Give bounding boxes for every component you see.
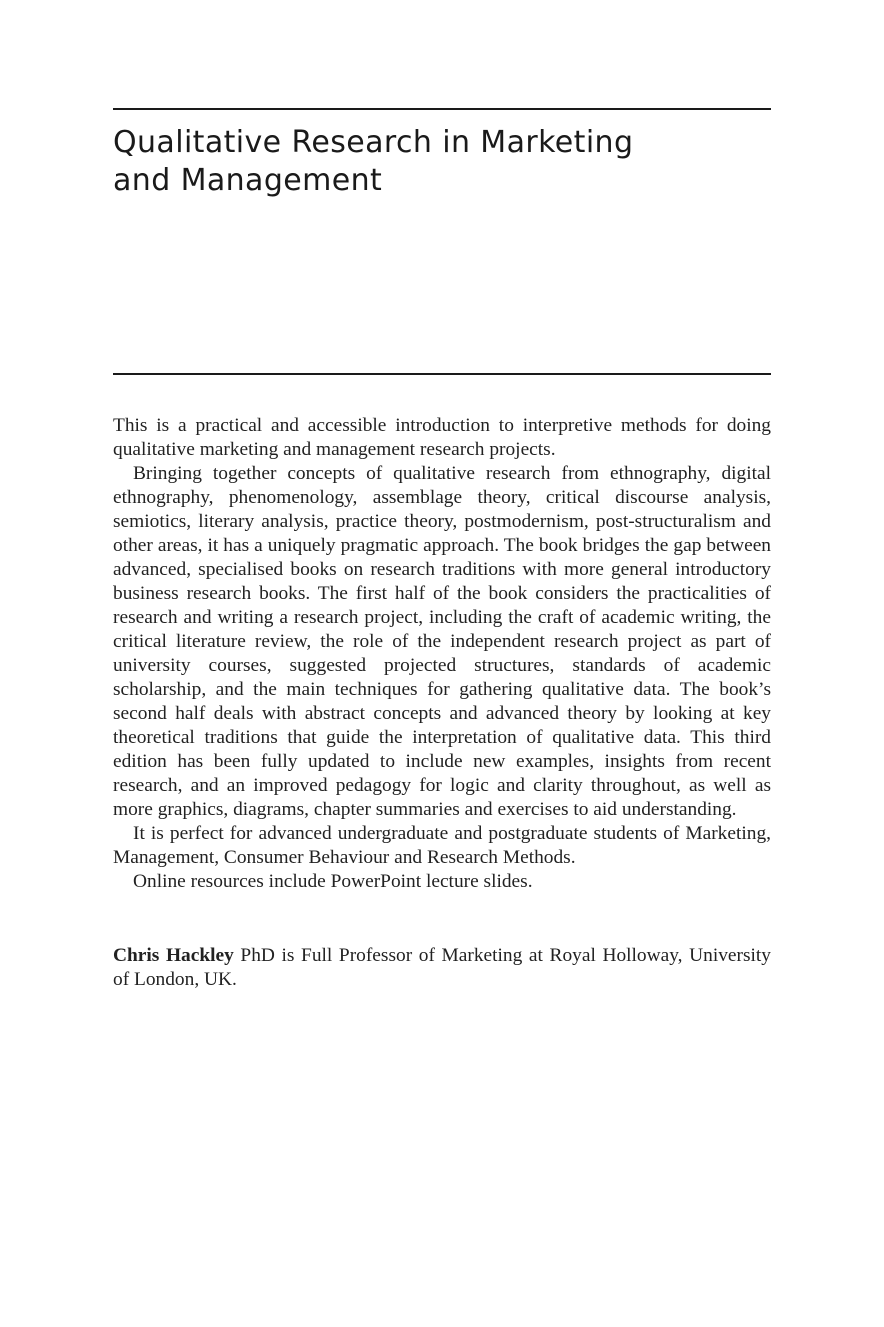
book-description — [113, 414, 771, 894]
book-title — [113, 124, 771, 200]
author-credentials: PhD is Full Professor of Marketing at Royal Holloway, University of London, UK. — [113, 945, 771, 990]
description-paragraph-resources: Online resources include PowerPoint lecture slides. — [133, 871, 533, 892]
book-title-line-1: Qualitative Research in Marketing — [113, 125, 634, 160]
top-rule — [113, 108, 771, 110]
author-bio — [113, 944, 771, 992]
description-paragraph-audience: It is perfect for advanced undergraduate and postgraduate students of Marketing, Management, Consumer Behaviour and Research Methods. — [113, 823, 771, 868]
description-paragraph-overview: Bringing together concepts of qualitative research from ethnography, digital ethnography, phenomenology, assemblage theory, critical discourse analysis, semiotics, literary analysis, practice theory, postmodernism, post-structuralism and other areas, it has a uniquely pragmatic approach. The book bridges the gap between advanced, specialised books on research traditions with more general introductory business research books. The first half of the book considers the practicalities of research and writing a research project, including the craft of academic writing, the critical literature review, the role of the independent research project as part of university courses, suggested projected structures, standards of academic scholarship, and the main techniques for gathering qualitative data. The book’s second half deals with abstract concepts and advanced theory by looking at key theoretical traditions that guide the interpretation of qualitative data. This third edition has been fully updated to include new examples, insights from recent research, and an improved pedagogy for logic and clarity throughout, as well as more graphics, diagrams, chapter summaries and exercises to aid understanding. — [113, 463, 771, 820]
author-name: Chris Hackley — [113, 945, 234, 966]
description-paragraph-intro: This is a practical and accessible introduction to interpretive methods for doing qualitative marketing and management research projects. — [113, 415, 771, 460]
book-title-line-2: and Management — [113, 163, 383, 198]
bottom-rule — [113, 373, 771, 375]
